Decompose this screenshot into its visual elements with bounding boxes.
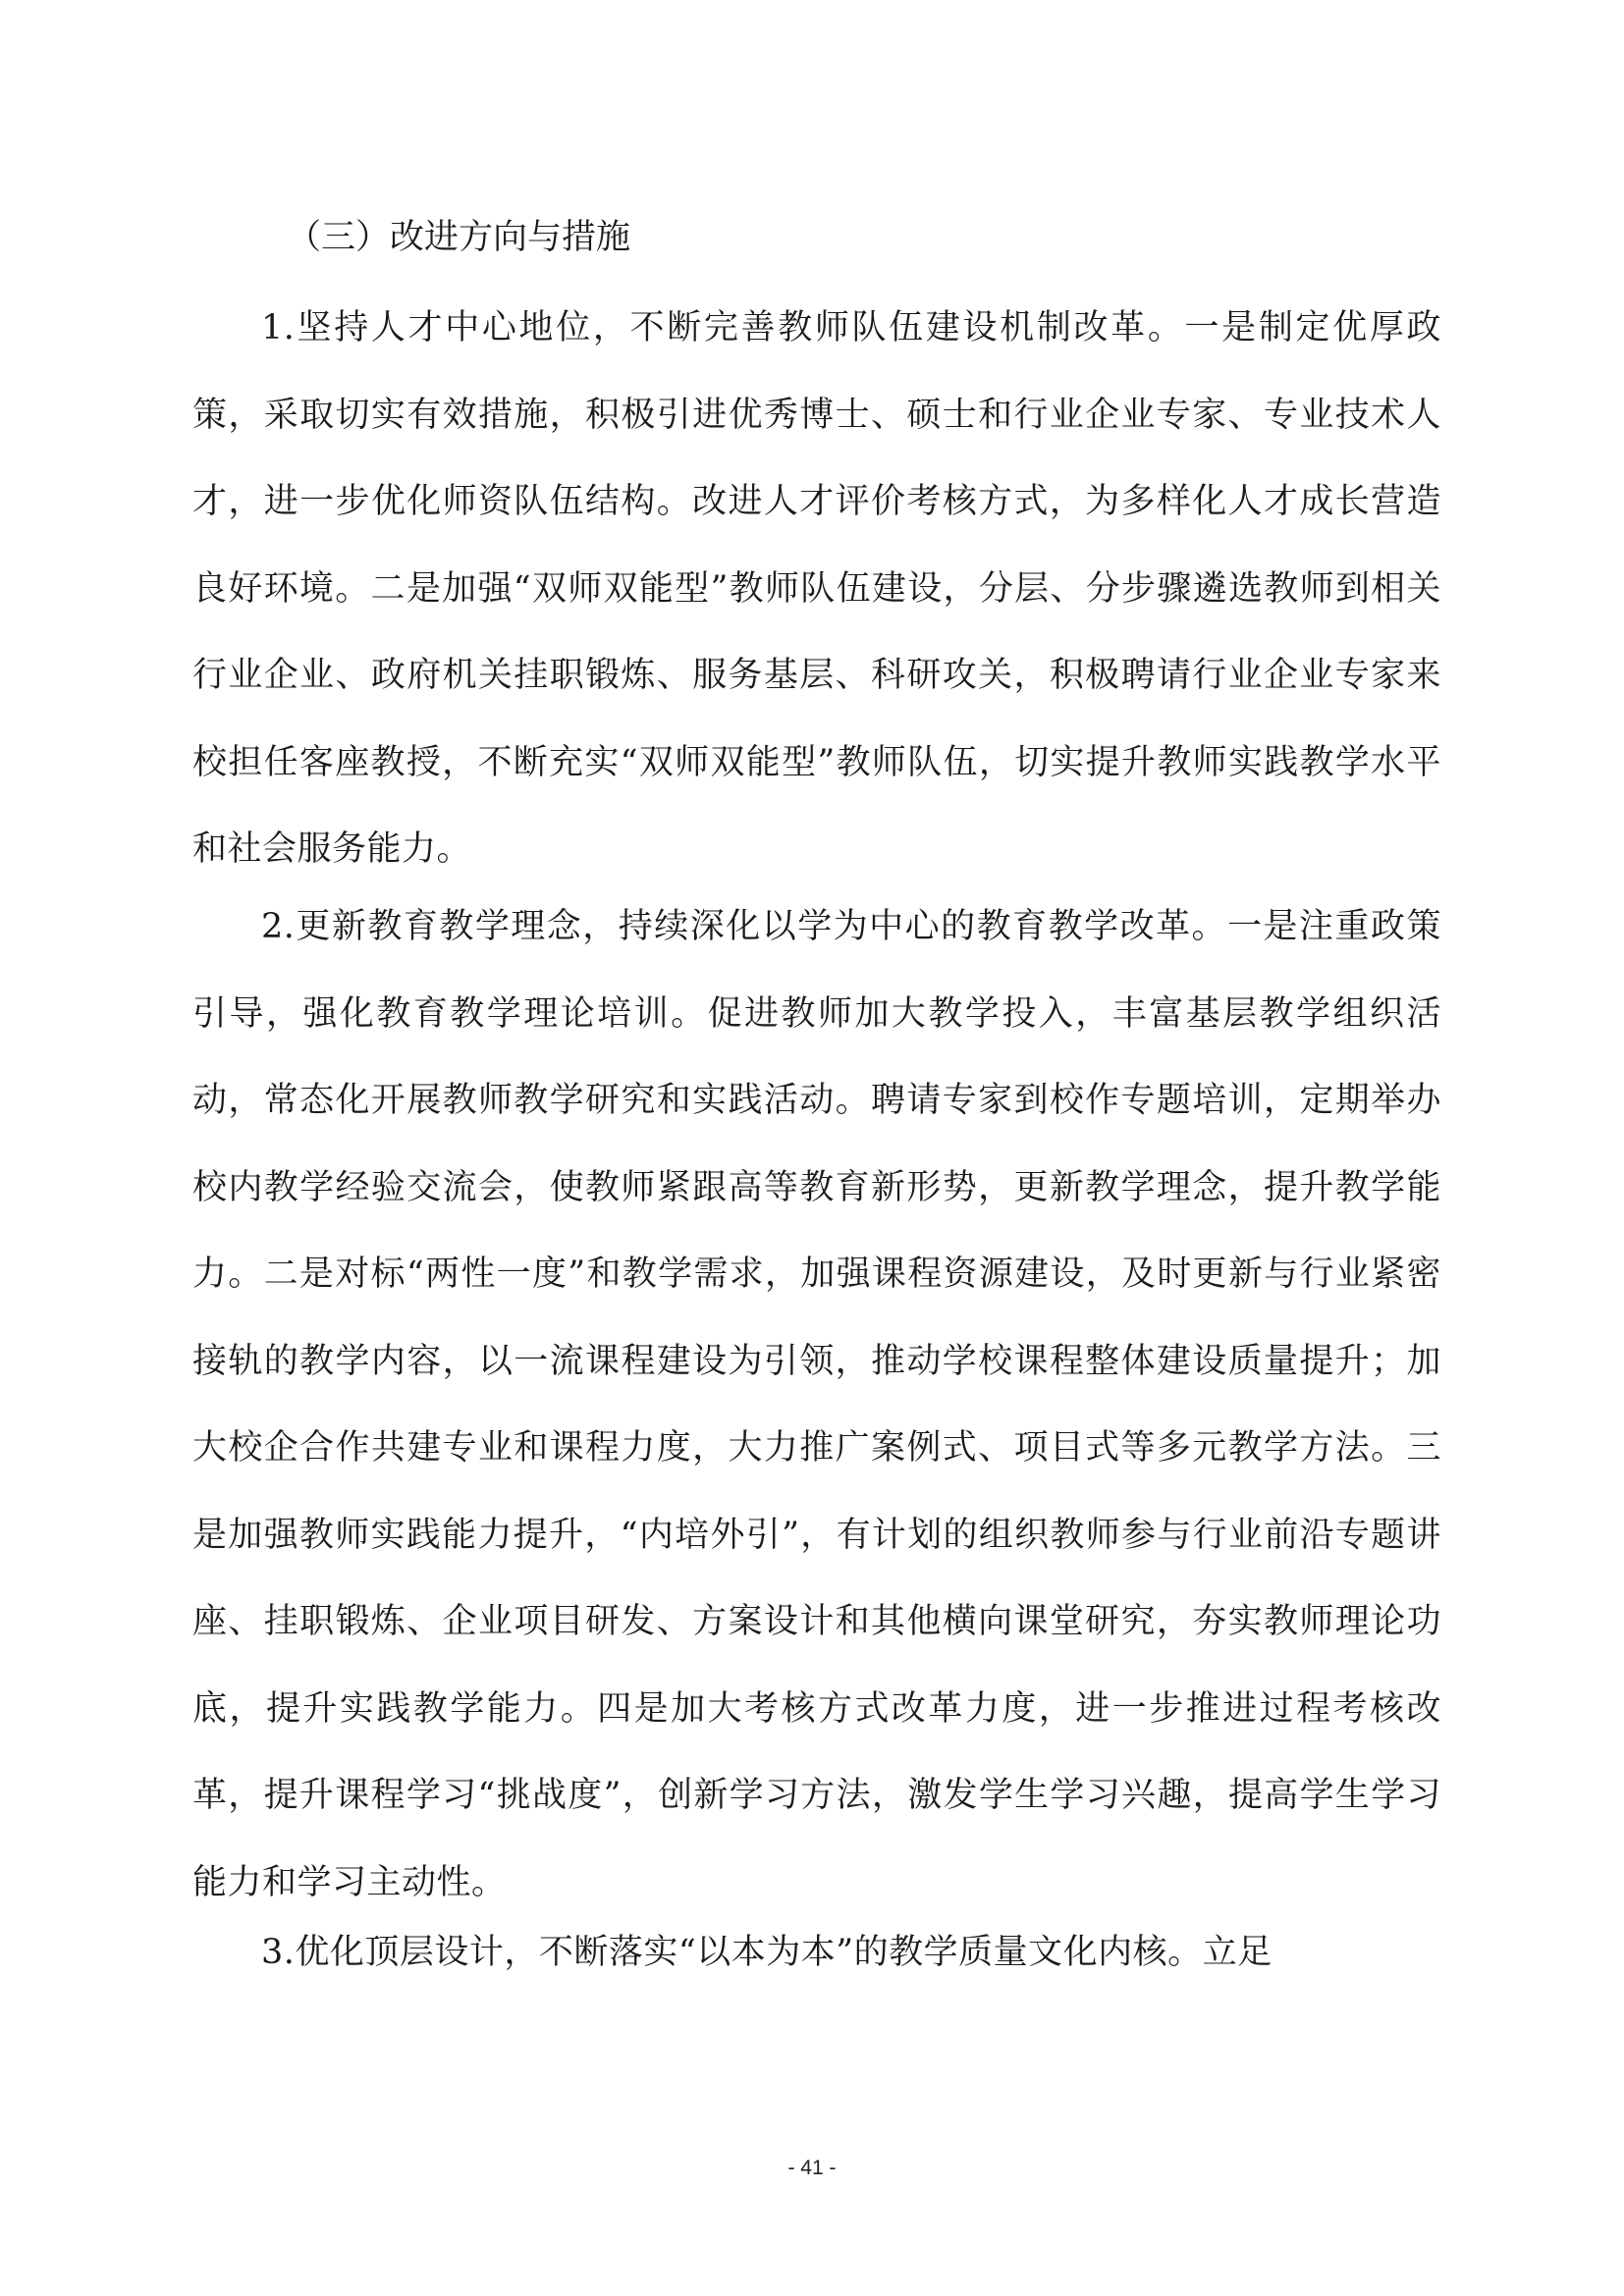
paragraph-1-body: 一是制定优厚政策，采取切实有效措施，积极引进优秀博士、硕士和行业企业专家、专业技术人才，进一步优化师资队伍结构。改进人才评价考核方式，为多样化人才成长营造良好环境。二是加强“双师双能型”教师队伍建设，分层、分步骤遴选教师到相关行业企业、政府机关挂职锻炼、服务基层、科研攻关，积极聘请行业企业专家来校担任客座教授，不断充实“双师双能型”教师队伍，切实提升教师实践教学水平和社会服务能力。 bbox=[192, 308, 1441, 869]
paragraph-1 bbox=[192, 285, 1441, 893]
paragraph-2-body: 一是注重政策引导，强化教育教学理论培训。促进教师加大教学投入，丰富基层教学组织活动，常态化开展教师教学研究和实践活动。聘请专家到校作专题培训，定期举办校内教学经验交流会，使教师紧跟高等教育新形势，更新教学理念，提升教学能力。二是对标“两性一度”和教学需求，加强课程资源建设，及时更新与行业紧密接轨的教学内容，以一流课程建设为引领，推动学校课程整体建设质量提升；加大校企合作共建专业和课程力度，大力推广案例式、项目式等多元教学方法。三是加强教师实践能力提升，“内培外引”，有计划的组织教师参与行业前沿专题讲座、挂职锻炼、企业项目研发、方案设计和其他横向课堂研究，夯实教师理论功底，提升实践教学能力。四是加大考核方式改革力度，进一步推进过程考核改革，提升课程学习“挑战度”，创新学习方法，激发学生学习兴趣，提高学生学习能力和学习主动性。 bbox=[192, 907, 1441, 1902]
page-number: - 41 - bbox=[787, 2157, 837, 2179]
paragraph-3 bbox=[192, 1909, 1441, 1997]
paragraph-3-body: 立足 bbox=[1202, 1933, 1272, 1972]
paragraph-3-lead: 3.优化顶层设计，不断落实“以本为本”的教学质量文化内核。 bbox=[261, 1933, 1203, 1972]
paragraph-2-lead: 2.更新教育教学理念，持续深化以学为中心的教育教学改革。 bbox=[261, 907, 1228, 946]
section-heading: （三）改进方向与措施 bbox=[287, 218, 631, 257]
paragraph-2 bbox=[192, 883, 1441, 1926]
paragraph-1-lead: 1.坚持人才中心地位，不断完善教师队伍建设机制改革。 bbox=[261, 308, 1185, 347]
